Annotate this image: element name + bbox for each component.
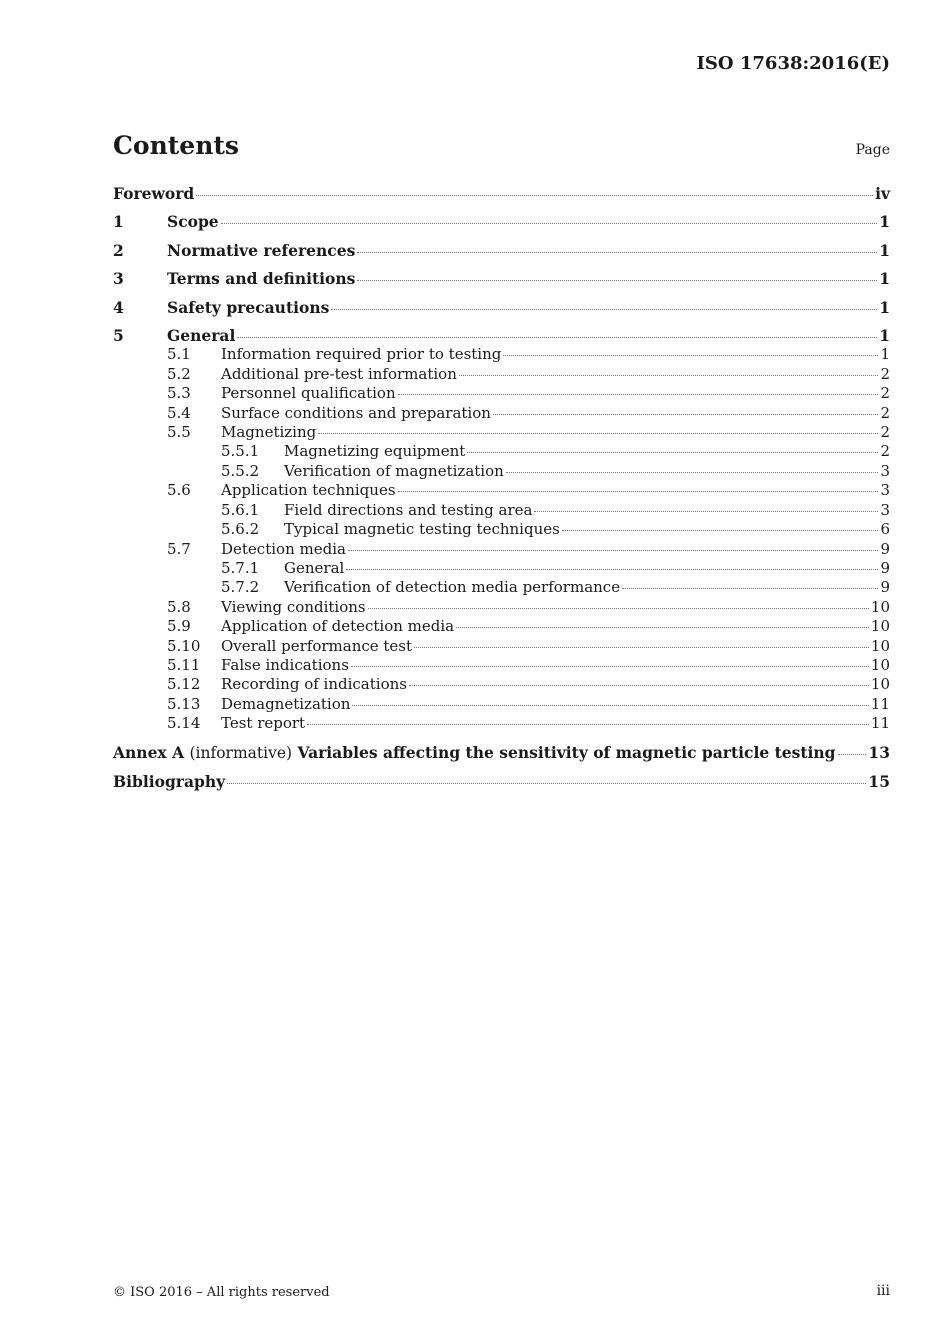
toc-entry-title: Application of detection media	[221, 617, 455, 636]
toc-entry-title: Safety precautions	[167, 297, 330, 317]
toc-entry-number: 5.7.2	[221, 578, 260, 597]
toc-entry-page: 2	[880, 384, 890, 403]
toc-leader-dots	[196, 195, 873, 196]
toc-leader-dots	[352, 705, 869, 706]
toc-entry[interactable]	[113, 241, 890, 260]
toc-entry-number: 5.12	[167, 675, 201, 694]
toc-entry-title: Magnetizing equipment	[284, 442, 466, 461]
toc-entry[interactable]	[113, 598, 890, 617]
toc-entry-title: Surface conditions and preparation	[221, 403, 491, 422]
toc-entry-number: 5.9	[167, 617, 191, 636]
toc-leader-dots	[237, 337, 877, 338]
toc-leader-dots	[346, 569, 878, 570]
toc-entry-title: Detection media	[221, 539, 346, 558]
toc-entry-page: 9	[880, 539, 890, 558]
toc-entry-number: 5.7	[167, 539, 191, 558]
toc-entry-page: 13	[868, 742, 890, 762]
toc-entry-page: 1	[879, 326, 890, 346]
toc-entry[interactable]	[113, 384, 890, 403]
toc-entry[interactable]	[113, 559, 890, 578]
toc-leader-dots	[348, 550, 879, 551]
toc-entry[interactable]	[113, 365, 890, 384]
footer-page-number: iii	[876, 1283, 890, 1299]
toc-entry-page: 1	[879, 240, 890, 260]
annex-label: Annex A	[113, 742, 185, 762]
toc-entry-title: Terms and definitions	[167, 269, 356, 289]
toc-entry[interactable]	[113, 675, 890, 694]
toc-leader-dots	[398, 394, 879, 395]
toc-entry-number: 3	[113, 269, 124, 289]
toc-entry-title: False indications	[221, 655, 349, 674]
toc-entry-page: 10	[870, 617, 890, 636]
toc-entry-number: 5.6.1	[221, 500, 260, 519]
toc-entry[interactable]	[113, 462, 890, 481]
toc-entry[interactable]	[113, 656, 890, 675]
toc-entry[interactable]	[113, 714, 890, 733]
toc-entry-title: Personnel qualification	[221, 384, 396, 403]
toc-entry-title: Application techniques	[221, 481, 396, 500]
toc-leader-dots	[357, 280, 877, 281]
toc-leader-dots	[459, 375, 879, 376]
toc-entry-title: Additional pre-test information	[221, 364, 457, 383]
document-id: ISO 17638:2016(E)	[696, 53, 890, 74]
toc-entry-number: 5.4	[167, 403, 191, 422]
toc-entry-number: 5.1	[167, 345, 191, 364]
toc-entry-page: 10	[870, 655, 890, 674]
toc-entry-title: Scope	[167, 212, 219, 232]
toc-entry-page: 11	[870, 714, 890, 733]
toc-entry-title: Information required prior to testing	[221, 345, 502, 364]
toc-entry-title: Bibliography	[113, 771, 226, 791]
toc-entry-page: 1	[880, 345, 890, 364]
toc-entry[interactable]	[113, 772, 890, 791]
toc-entry-number: 4	[113, 297, 124, 317]
toc-leader-dots	[409, 685, 869, 686]
toc-leader-dots	[221, 223, 878, 224]
toc-entry-number: 5.2	[167, 364, 191, 383]
toc-leader-dots	[503, 355, 878, 356]
toc-entry-page: 2	[880, 442, 890, 461]
toc-entry-page: 3	[880, 461, 890, 480]
toc-entry-title: Magnetizing	[221, 423, 317, 442]
toc-leader-dots	[838, 754, 867, 755]
toc-entry-title	[113, 743, 836, 763]
toc-leader-dots	[368, 608, 869, 609]
toc-leader-dots	[467, 452, 878, 453]
toc-leader-dots	[562, 530, 879, 531]
toc-entry-title: Viewing conditions	[221, 597, 366, 616]
toc-entry-page: iv	[875, 184, 890, 203]
toc-entry-title: Normative references	[167, 240, 356, 260]
toc-entry-number: 5.8	[167, 597, 191, 616]
toc-entry-number: 5.14	[167, 714, 201, 733]
toc-leader-dots	[398, 491, 879, 492]
toc-leader-dots	[456, 627, 869, 628]
toc-entry[interactable]	[113, 212, 890, 231]
toc-entry-page: 6	[880, 520, 890, 539]
toc-entry-number: 5.6	[167, 481, 191, 500]
toc-entry-title: Demagnetization	[221, 694, 351, 713]
toc-leader-dots	[307, 724, 869, 725]
toc-entry-page: 2	[880, 403, 890, 422]
toc-entry-title: Foreword	[113, 184, 195, 203]
toc-entry[interactable]	[113, 540, 890, 559]
toc-entry-number: 5.7.1	[221, 558, 260, 577]
toc-entry-page: 10	[870, 636, 890, 655]
toc-entry-page: 15	[868, 771, 890, 791]
toc-entry[interactable]	[113, 423, 890, 442]
toc-entry-title: General	[284, 558, 345, 577]
toc-leader-dots	[493, 414, 879, 415]
toc-entry-page: 9	[880, 558, 890, 577]
toc-leader-dots	[414, 647, 869, 648]
contents-title: Contents	[113, 131, 240, 160]
toc-leader-dots	[622, 588, 878, 589]
toc-entry-title: Verification of detection media performance	[284, 578, 621, 597]
toc-entry-title: Test report	[221, 714, 306, 733]
toc-leader-dots	[227, 783, 866, 784]
annex-note: (informative)	[189, 743, 293, 762]
toc-leader-dots	[357, 252, 877, 253]
toc-entry[interactable]	[113, 481, 890, 500]
toc-entry-title: Overall performance test	[221, 636, 413, 655]
toc-entry-page: 1	[879, 269, 890, 289]
toc-entry-number: 5.6.2	[221, 520, 260, 539]
toc-entry-number: 5.3	[167, 384, 191, 403]
toc-entry[interactable]	[113, 269, 890, 288]
toc-entry-title: Recording of indications	[221, 675, 407, 694]
toc-leader-dots	[331, 309, 877, 310]
toc-entry-page: 10	[870, 597, 890, 616]
toc-entry-title: Verification of magnetization	[284, 461, 504, 480]
toc-entry-number: 5.13	[167, 694, 201, 713]
toc-entry-number: 5.10	[167, 636, 201, 655]
toc-entry-page: 3	[880, 500, 890, 519]
toc-entry-title: Field directions and testing area	[284, 500, 533, 519]
toc-entry[interactable]	[113, 578, 890, 597]
toc-entry-page: 10	[870, 675, 890, 694]
toc-entry-title: General	[167, 326, 236, 346]
toc-entry[interactable]	[113, 404, 890, 423]
toc-entry-number: 1	[113, 212, 124, 232]
toc-entry-number: 5.5.2	[221, 461, 260, 480]
toc-entry-page: 11	[870, 694, 890, 713]
footer-copyright: © ISO 2016 – All rights reserved	[113, 1285, 330, 1300]
toc-leader-dots	[534, 511, 878, 512]
toc-entry-page: 9	[880, 578, 890, 597]
toc-entry[interactable]	[113, 184, 890, 203]
toc-entry-number: 5.5.1	[221, 442, 260, 461]
toc-entry[interactable]	[113, 695, 890, 714]
toc-entry-number: 5.5	[167, 423, 191, 442]
toc-entry[interactable]	[113, 442, 890, 461]
toc-entry[interactable]	[113, 617, 890, 636]
toc-entry-page: 2	[880, 364, 890, 383]
toc-entry-page: 3	[880, 481, 890, 500]
toc-entry[interactable]	[113, 520, 890, 539]
toc-entry[interactable]	[113, 298, 890, 317]
toc-entry-number: 5	[113, 326, 124, 346]
toc-entry-number: 2	[113, 240, 124, 260]
annex-title: Variables affecting the sensitivity of magnetic particle testing	[297, 742, 836, 762]
toc-leader-dots	[318, 433, 878, 434]
toc-entry[interactable]	[113, 326, 890, 345]
toc-entry-page: 1	[879, 212, 890, 232]
page-column-label: Page	[855, 142, 890, 158]
toc-entry[interactable]	[113, 501, 890, 520]
toc-entry-page: 1	[879, 297, 890, 317]
toc-leader-dots	[351, 666, 869, 667]
toc-entry[interactable]	[113, 743, 890, 763]
toc-leader-dots	[506, 472, 879, 473]
table-of-contents	[113, 184, 890, 791]
toc-entry[interactable]	[113, 345, 890, 364]
toc-entry-number: 5.11	[167, 655, 201, 674]
toc-entry-title: Typical magnetic testing techniques	[284, 520, 560, 539]
toc-entry[interactable]	[113, 637, 890, 656]
toc-entry-page: 2	[880, 423, 890, 442]
